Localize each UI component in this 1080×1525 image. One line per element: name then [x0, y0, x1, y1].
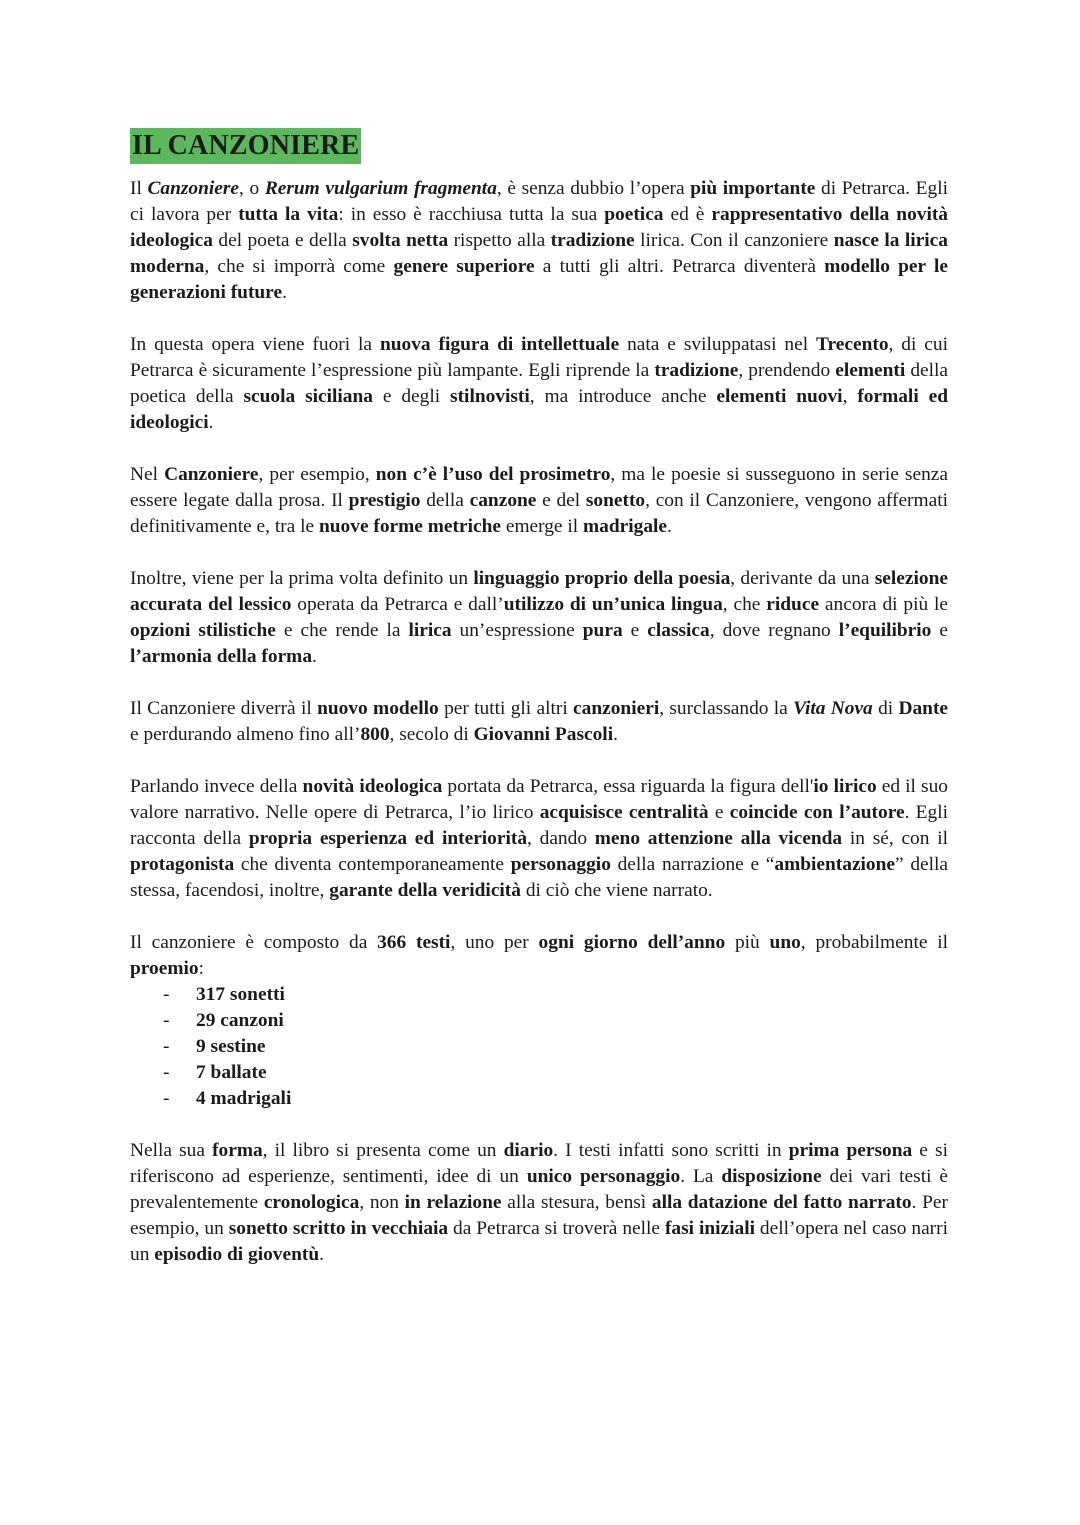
- paragraph-forme-metriche: Nel Canzoniere, per esempio, non c’è l’uso del prosimetro, ma le poesie si susseguono in serie senza essere legate dalla prosa. Il prestigio della canzone e del sonetto, con il Canzoniere, vengono affermati definitivamente e, tra le nuove forme metriche emerge il madrigale.: [130, 464, 948, 537]
- list-item: - 29 canzoni: [130, 1008, 948, 1034]
- document-body: [130, 128, 948, 1294]
- list-item: - 4 madrigali: [130, 1086, 948, 1112]
- paragraph-modello: Il Canzoniere diverrà il nuovo modello per tutti gli altri canzonieri, surclassando la Vita Nova di Dante e perdurando almeno fino all’800, secolo di Giovanni Pascoli.: [130, 698, 949, 745]
- list-item: - 9 sestine: [130, 1034, 948, 1060]
- paragraph-composizione: Il canzoniere è composto da 366 testi, uno per ogni giorno dell’anno più uno, probabilmente il proemio:: [130, 932, 949, 979]
- list-item: - 7 ballate: [130, 1060, 948, 1086]
- title-block: [130, 128, 948, 164]
- paragraph-intellettuale: In questa opera viene fuori la nuova figura di intellettuale nata e sviluppatasi nel Trecento, di cui Petrarca è sicuramente l’espressione più lampante. Egli riprende la tradizione, prendendo elementi della poetica della scuola siciliana e degli stilnovisti, ma introduce anche elementi nuovi, formali ed ideologici.: [130, 334, 948, 433]
- page-title: IL CANZONIERE: [130, 128, 361, 164]
- paragraph-intro: Il Canzoniere, o Rerum vulgarium fragmenta, è senza dubbio l’opera più importante di Petrarca. Egli ci lavora per tutta la vita: in esso è racchiusa tutta la sua poetica ed è rappresentativo della novità ideologica del poeta e della svolta netta rispetto alla tradizione lirica. Con il canzoniere nasce la lirica moderna, che si imporrà come genere superiore a tutti gli altri. Petrarca diventerà modello per le generazioni future.: [130, 178, 949, 303]
- paragraph-io-lirico: Parlando invece della novità ideologica portata da Petrarca, essa riguarda la figura dell'io lirico ed il suo valore narrativo. Nelle opere di Petrarca, l’io lirico acquisisce centralità e coincide con l’autore. Egli racconta della propria esperienza ed interiorità, dando meno attenzione alla vicenda in sé, con il protagonista che diventa contemporaneamente personaggio della narrazione e “ambientazione” della stessa, facendosi, inoltre, garante della veridicità di ciò che viene narrato.: [130, 776, 949, 901]
- paragraph-linguaggio: Inoltre, viene per la prima volta definito un linguaggio proprio della poesia, derivante da una selezione accurata del lessico operata da Petrarca e dall’utilizzo di un’unica lingua, che riduce ancora di più le opzioni stilistiche e che rende la lirica un’espressione pura e classica, dove regnano l’equilibrio e l’armonia della forma.: [130, 568, 949, 667]
- paragraph-forma-diario: Nella sua forma, il libro si presenta come un diario. I testi infatti sono scritti in prima persona e si riferiscono ad esperienze, sentimenti, idee di un unico personaggio. La disposizione dei vari testi è prevalentemente cronologica, non in relazione alla stesura, bensì alla datazione del fatto narrato. Per esempio, un sonetto scritto in vecchiaia da Petrarca si troverà nelle fasi iniziali dell’opera nel caso narri un episodio di gioventù.: [130, 1140, 949, 1265]
- list-item: - 317 sonetti: [130, 982, 948, 1008]
- metric-forms-list: [130, 982, 948, 1112]
